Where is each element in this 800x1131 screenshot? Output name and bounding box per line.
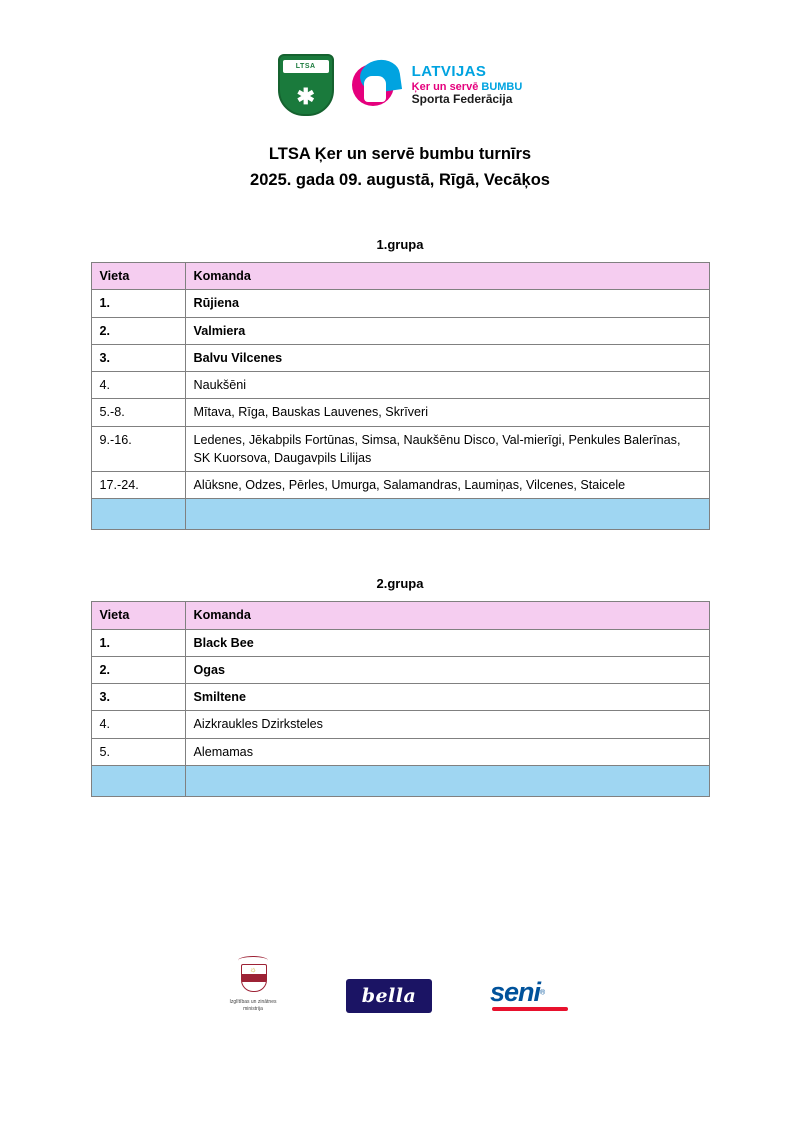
federation-line2-a: Ķer un servē <box>411 80 482 93</box>
ministry-line2: ministrija <box>243 1006 263 1012</box>
page-title-line1: LTSA Ķer un servē bumbu turnīrs <box>268 145 532 163</box>
cell-team <box>185 499 709 530</box>
table-footer-row <box>91 765 709 796</box>
ltsa-logo-band-text: LTSA <box>283 60 329 73</box>
federation-logo-icon <box>352 60 404 110</box>
cell-place: 17.-24. <box>91 472 185 499</box>
table-row <box>91 426 709 472</box>
cell-place: 3. <box>91 344 185 371</box>
seni-registered-mark: ® <box>540 989 546 997</box>
table-footer-row <box>91 499 709 530</box>
cell-place: 1. <box>91 290 185 317</box>
seni-wordmark: seni <box>490 977 541 1007</box>
cell-team: Balvu Vilcenes <box>185 344 709 371</box>
table-row <box>91 711 709 738</box>
cell-team: Black Bee <box>185 629 709 656</box>
table-row <box>91 290 709 317</box>
table-header-row <box>91 602 709 629</box>
federation-line2 <box>412 81 523 93</box>
ltsa-runner-glyph: ✱ <box>296 84 315 109</box>
cell-place: 5. <box>91 738 185 765</box>
latvia-crest-icon <box>234 956 272 996</box>
page-title-line2: 2025. gada 09. augustā, Rīgā, Vecāķos <box>250 170 550 189</box>
cell-place: 4. <box>91 372 185 399</box>
cell-place <box>91 765 185 796</box>
cell-team: Valmiera <box>185 317 709 344</box>
table-row <box>91 472 709 499</box>
federation-line1: LATVIJAS <box>411 62 487 80</box>
bella-logo: bella <box>346 979 432 1013</box>
cell-team: Alemamas <box>185 738 709 765</box>
cell-place: 1. <box>91 629 185 656</box>
ministry-logo <box>218 956 288 1013</box>
cell-place: 9.-16. <box>91 426 185 472</box>
group-2-table <box>91 601 710 797</box>
federation-logo <box>352 60 523 110</box>
column-header-place: Vieta <box>91 263 185 290</box>
cell-team: Ledenes, Jēkabpils Fortūnas, Simsa, Naukšēnu Disco, Val-mierīgi, Penkules Balerīnas, SK Kuorsova, Daugavpils Lilijas <box>185 426 709 472</box>
cell-team <box>185 765 709 796</box>
column-header-team: Komanda <box>185 263 709 290</box>
seni-underline-shape <box>492 1007 568 1011</box>
cell-place: 3. <box>91 684 185 711</box>
table-row <box>91 738 709 765</box>
group-1-table <box>91 262 710 530</box>
table-row <box>91 684 709 711</box>
sponsor-logos <box>0 956 800 1013</box>
cell-team: Rūjiena <box>185 290 709 317</box>
cell-place <box>91 499 185 530</box>
seni-logo <box>490 977 582 1013</box>
cell-team: Aizkraukles Dzirksteles <box>185 711 709 738</box>
table-row <box>91 372 709 399</box>
group-2-title: 2.grupa <box>376 576 424 592</box>
group-1-title: 1.grupa <box>376 237 424 253</box>
ministry-line1: Izglītības un zinātnes <box>229 999 277 1005</box>
column-header-place: Vieta <box>91 602 185 629</box>
table-row <box>91 629 709 656</box>
table-row <box>91 656 709 683</box>
table-row <box>91 399 709 426</box>
federation-line3: Sporta Federācija <box>411 91 513 106</box>
column-header-team: Komanda <box>185 602 709 629</box>
table-row <box>91 344 709 371</box>
federation-line2-b: BUMBU <box>481 80 523 93</box>
cell-place: 2. <box>91 656 185 683</box>
table-row <box>91 317 709 344</box>
crest-sun-icon: ☼ <box>249 965 257 974</box>
cell-team: Smiltene <box>185 684 709 711</box>
header-logos <box>60 54 740 116</box>
cell-place: 2. <box>91 317 185 344</box>
page-title <box>60 142 740 193</box>
cell-team: Mītava, Rīga, Bauskas Lauvenes, Skrīveri <box>185 399 709 426</box>
ltsa-logo-icon <box>278 54 334 116</box>
cell-team: Ogas <box>185 656 709 683</box>
table-header-row <box>91 263 709 290</box>
federation-logo-text <box>412 64 523 107</box>
cell-place: 4. <box>91 711 185 738</box>
cell-place: 5.-8. <box>91 399 185 426</box>
cell-team: Alūksne, Odzes, Pērles, Umurga, Salamandras, Laumiņas, Vilcenes, Staicele <box>185 472 709 499</box>
cell-team: Naukšēni <box>185 372 709 399</box>
federation-hand-shape <box>364 76 386 102</box>
